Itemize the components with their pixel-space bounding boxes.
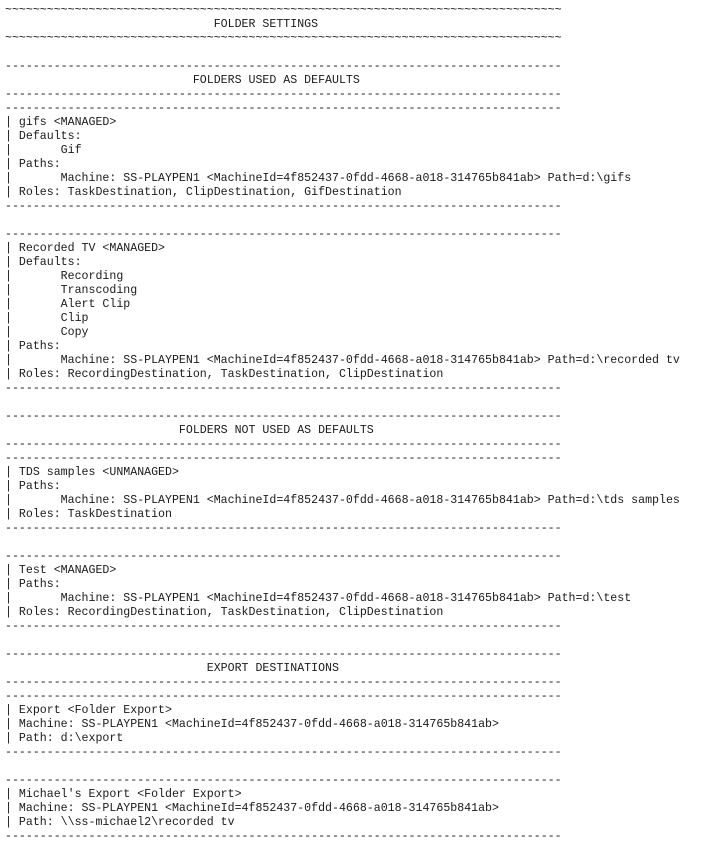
report-line: | Machine: SS-PLAYPEN1 <MachineId=4f852437-0fdd-4668-a018-314765b841ab> <box>5 802 499 815</box>
report-line <box>5 214 719 228</box>
report-line: | Roles: RecordingDestination, TaskDestination, ClipDestination <box>5 606 444 619</box>
report-line: | Path: \\ss-michael2\recorded tv <box>5 816 235 829</box>
report-line: | Export <Folder Export> <box>5 704 172 717</box>
report-line: -------------------------------------------------------------------------------- <box>5 830 562 843</box>
report-line: EXPORT DESTINATIONS <box>5 662 339 675</box>
report-line: -------------------------------------------------------------------------------- <box>5 746 562 759</box>
report-line: | Machine: SS-PLAYPEN1 <MachineId=4f852437-0fdd-4668-a018-314765b841ab> Path=d:\gifs <box>5 172 632 185</box>
report-line: | Roles: RecordingDestination, TaskDestination, ClipDestination <box>5 368 444 381</box>
report-line: | Defaults: <box>5 130 82 143</box>
report-line <box>5 46 719 60</box>
report-line: -------------------------------------------------------------------------------- <box>5 620 562 633</box>
report-line: -------------------------------------------------------------------------------- <box>5 522 562 535</box>
report-line <box>5 634 719 648</box>
report-line: ~~~~~~~~~~~~~~~~~~~~~~~~~~~~~~~~~~~~~~~~~~~~~~~~~~~~~~~~~~~~~~~~~~~~~~~~~~~~~~~~ <box>5 4 562 17</box>
report-line: | Michael's Export <Folder Export> <box>5 788 242 801</box>
report-line: -------------------------------------------------------------------------------- <box>5 438 562 451</box>
report-line: | Recorded TV <MANAGED> <box>5 242 166 255</box>
report-line: | Clip <box>5 312 89 325</box>
report-line: | Roles: TaskDestination, ClipDestination, GifDestination <box>5 186 402 199</box>
report-line: -------------------------------------------------------------------------------- <box>5 648 562 661</box>
report-line: -------------------------------------------------------------------------------- <box>5 550 562 563</box>
report-line: | Defaults: <box>5 256 82 269</box>
report-line: | gifs <MANAGED> <box>5 116 117 129</box>
report-line: -------------------------------------------------------------------------------- <box>5 676 562 689</box>
report-line: | Machine: SS-PLAYPEN1 <MachineId=4f852437-0fdd-4668-a018-314765b841ab> <box>5 718 499 731</box>
report-line: -------------------------------------------------------------------------------- <box>5 200 562 213</box>
report-line: | Paths: <box>5 480 61 493</box>
report-line: | Machine: SS-PLAYPEN1 <MachineId=4f852437-0fdd-4668-a018-314765b841ab> Path=d:\tds samples <box>5 494 680 507</box>
report-line: | Machine: SS-PLAYPEN1 <MachineId=4f852437-0fdd-4668-a018-314765b841ab> Path=d:\recorded tv <box>5 354 680 367</box>
report-line: | Copy <box>5 326 89 339</box>
report-line: FOLDERS NOT USED AS DEFAULTS <box>5 424 374 437</box>
report-line <box>5 536 719 550</box>
report-line: | Alert Clip <box>5 298 131 311</box>
report-line: | Machine: SS-PLAYPEN1 <MachineId=4f852437-0fdd-4668-a018-314765b841ab> Path=d:\test <box>5 592 632 605</box>
report-line: FOLDER SETTINGS <box>5 18 319 31</box>
report-line: -------------------------------------------------------------------------------- <box>5 410 562 423</box>
report-line: FOLDERS USED AS DEFAULTS <box>5 74 360 87</box>
report-line: | Path: d:\export <box>5 732 124 745</box>
report-line: ~~~~~~~~~~~~~~~~~~~~~~~~~~~~~~~~~~~~~~~~~~~~~~~~~~~~~~~~~~~~~~~~~~~~~~~~~~~~~~~~ <box>5 32 562 45</box>
report-line: -------------------------------------------------------------------------------- <box>5 60 562 73</box>
report-line: | TDS samples <UNMANAGED> <box>5 466 179 479</box>
report-line: | Paths: <box>5 340 61 353</box>
report-line: -------------------------------------------------------------------------------- <box>5 774 562 787</box>
report-line: | Recording <box>5 270 124 283</box>
report-line: | Paths: <box>5 158 61 171</box>
report-line: -------------------------------------------------------------------------------- <box>5 690 562 703</box>
report-line: -------------------------------------------------------------------------------- <box>5 452 562 465</box>
report-line: -------------------------------------------------------------------------------- <box>5 88 562 101</box>
report-line <box>5 396 719 410</box>
report-line: | Transcoding <box>5 284 138 297</box>
report-line: | Test <MANAGED> <box>5 564 117 577</box>
report-line: -------------------------------------------------------------------------------- <box>5 382 562 395</box>
report-line: -------------------------------------------------------------------------------- <box>5 102 562 115</box>
report-line: -------------------------------------------------------------------------------- <box>5 228 562 241</box>
report-line: | Gif <box>5 144 82 157</box>
report-line: | Paths: <box>5 578 61 591</box>
report-line: | Roles: TaskDestination <box>5 508 172 521</box>
report-line <box>5 760 719 774</box>
